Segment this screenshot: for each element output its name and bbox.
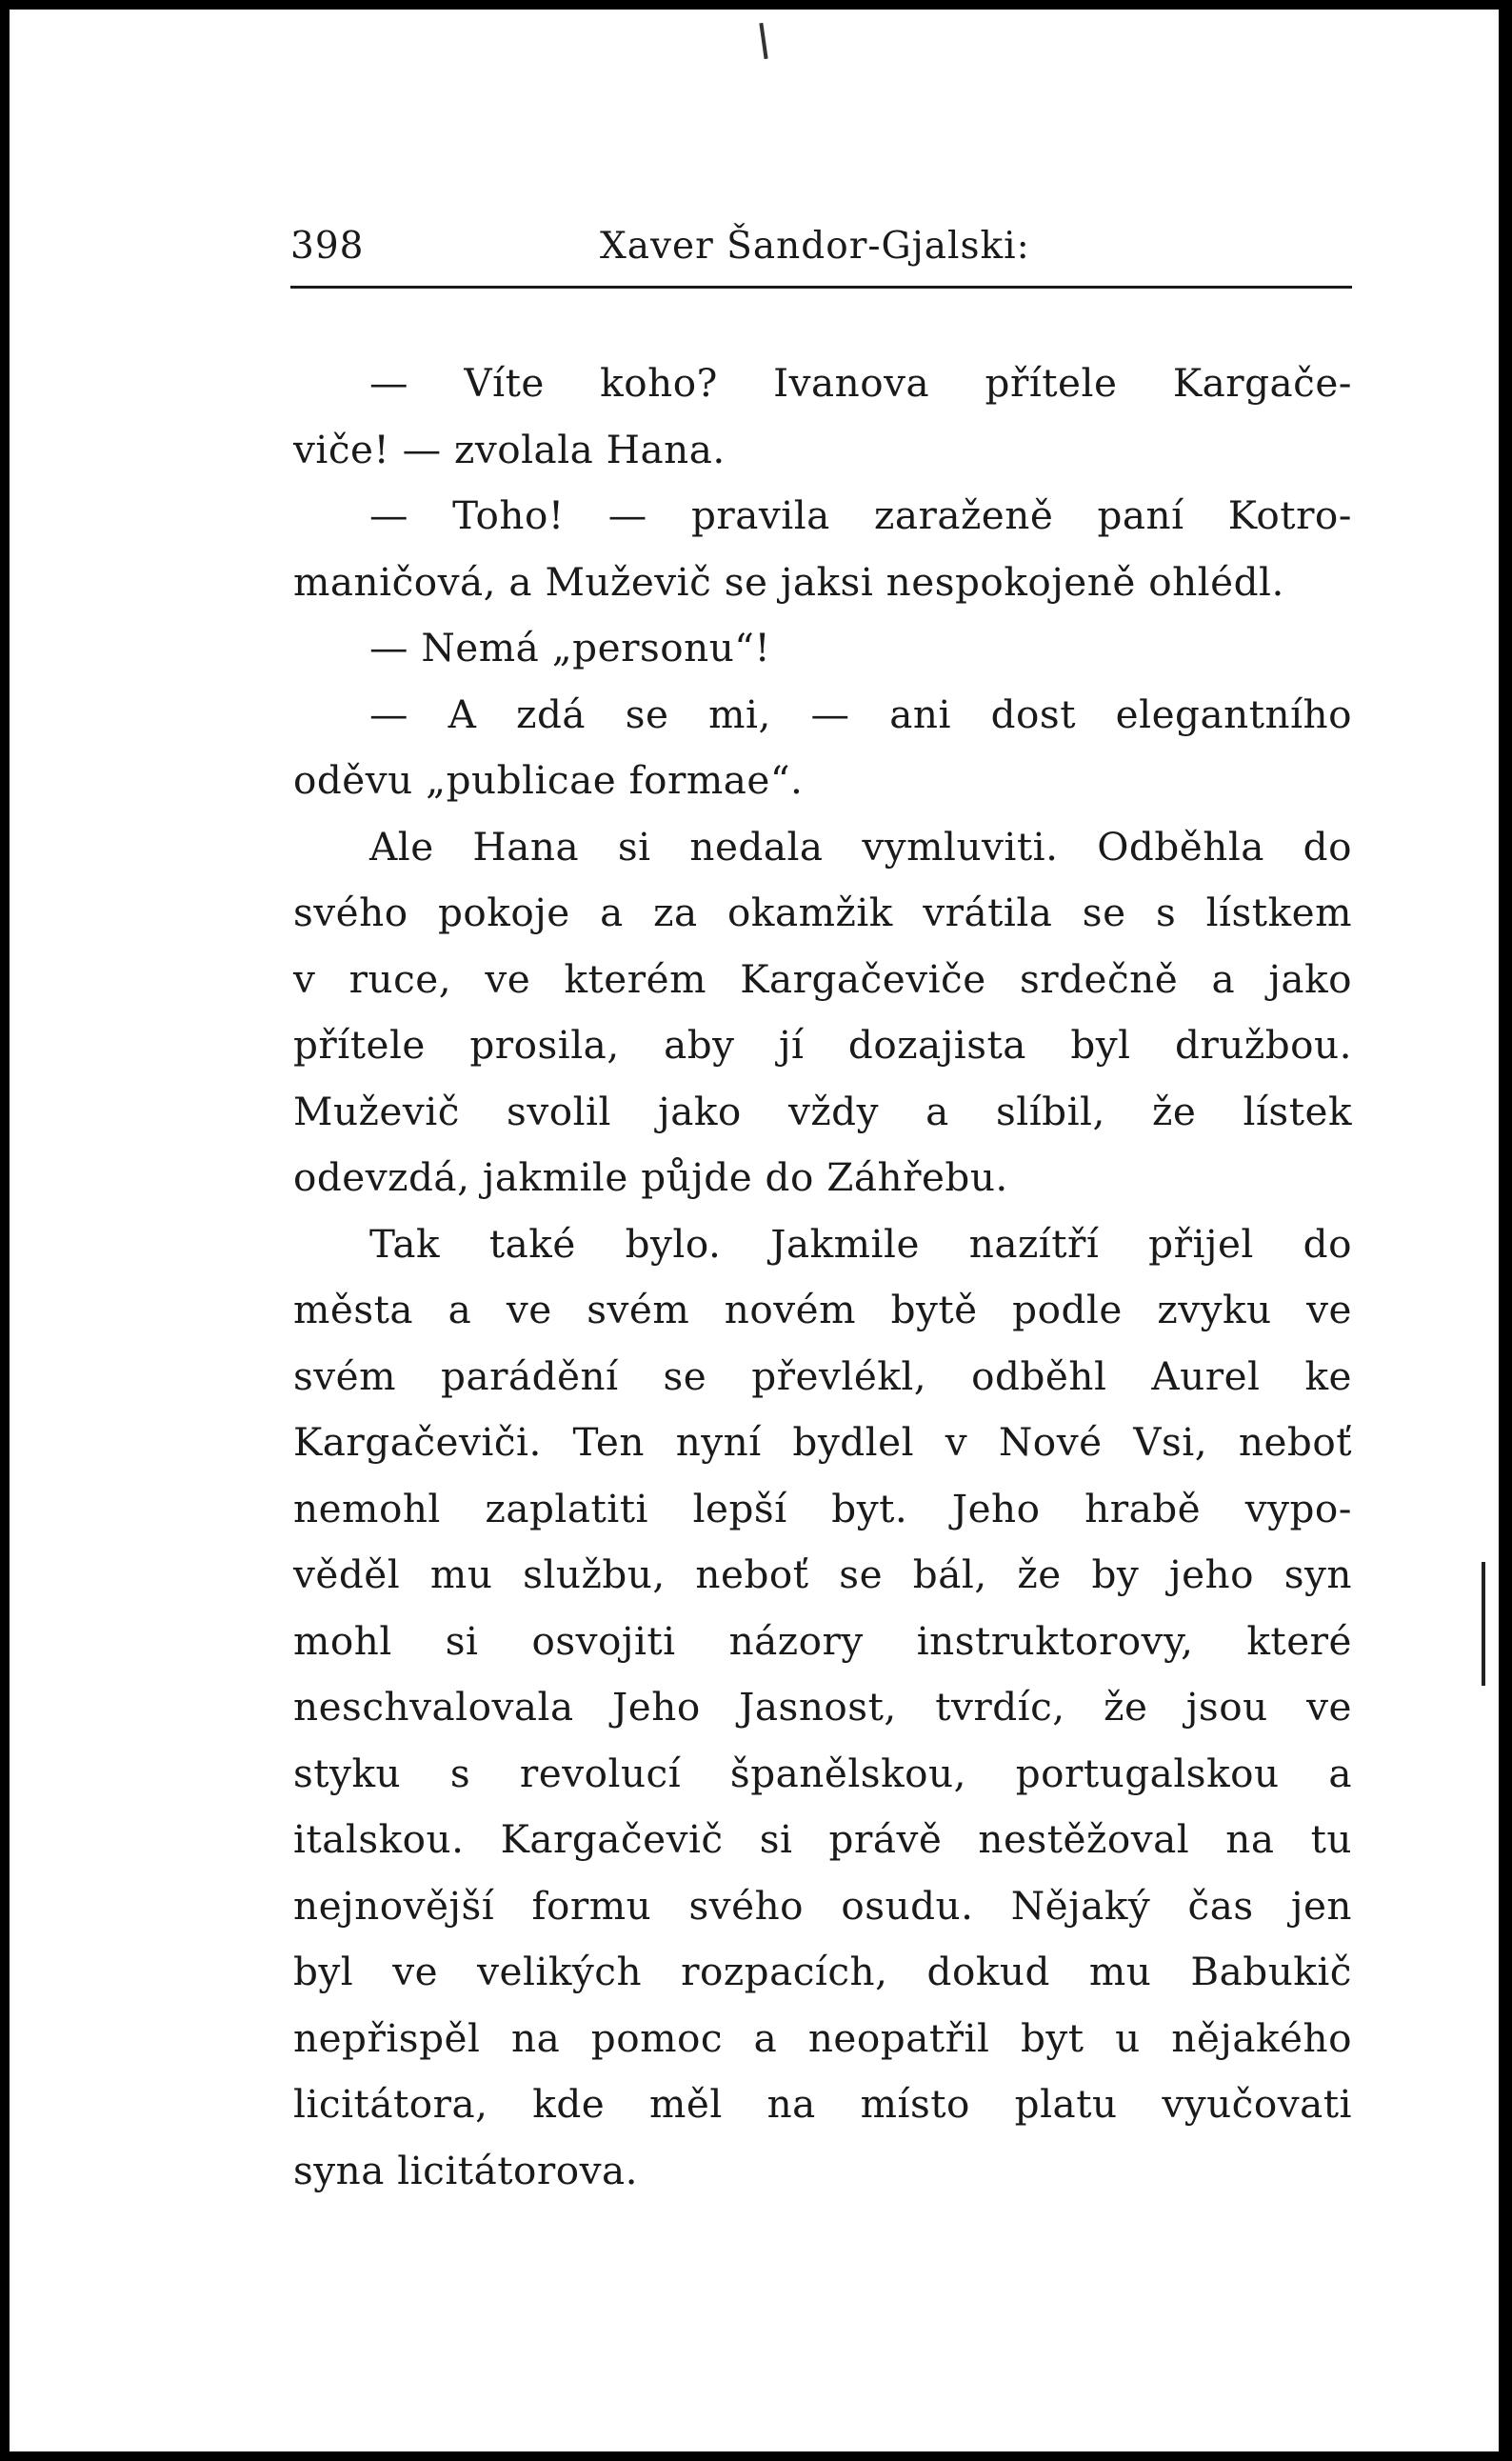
text-line: oděvu „publicae formae“. [293,757,804,803]
text-line: Tak také bylo. Jakmile nazítří přijel do [369,1220,1352,1267]
text-line: viče! — zvolala Hana. [293,426,726,472]
text-line: v ruce, ve kterém Kargačeviče srdečně a jako [293,955,1352,1002]
text-line: maničová, a Muževič se jaksi nespokojeně ohlédl. [293,558,1284,605]
text-line: odevzdá, jakmile půjde do Záhřebu. [293,1154,1008,1200]
text-line: styku s revolucí španělskou, portugalskou a [293,1750,1352,1796]
text-line: města a ve svém novém bytě podle zvyku ve [293,1287,1352,1332]
page-number: 398 [290,225,365,268]
running-head: Xaver Šandor-Gjalski: [600,225,1030,268]
text-line: — Toho! — pravila zaraženě paní Kotro- [369,492,1352,538]
text-line: věděl mu službu, neboť se bál, že by jeho syn [293,1551,1352,1597]
text-line: nepřispěl na pomoc a neopatřil byt u nějakého [293,2014,1352,2061]
text-line: Kargačeviči. Ten nyní bydlel v Nové Vsi, neboť [293,1419,1352,1465]
body-text [293,350,1352,2204]
text-line: — Víte koho? Ivanova přítele Kargače- [369,360,1352,406]
text-line: licitátora, kde měl na místo platu vyučovati [293,2081,1352,2127]
text-line: Muževič svolil jako vždy a slíbil, že lístek [293,1088,1352,1134]
text-line: neschvalovala Jeho Jasnost, tvrdíc, že jsou ve [293,1684,1352,1730]
text-line: Ale Hana si nedala vymluviti. Odběhla do [369,823,1352,870]
text-line: mohl si osvojiti názory instruktorovy, které [293,1617,1352,1664]
page-header [290,219,1352,289]
text-line: byl ve velikých rozpacích, dokud mu Babukič [293,1949,1352,1994]
text-line: italskou. Kargačevič si právě nestěžoval na tu [293,1816,1352,1862]
text-line: nemohl zaplatiti lepší byt. Jeho hrabě vypo- [293,1485,1352,1531]
text-line: syna licitátorova. [293,2147,639,2193]
text-line: — A zdá se mi, — ani dost elegantního [369,690,1352,737]
text-line: nejnovější formu svého osudu. Nějaký čas jen [293,1882,1352,1929]
text-line: svém parádění se převlékl, odběhl Aurel ke [293,1352,1352,1399]
text-line: přítele prosila, aby jí dozajista byl družbou. [293,1022,1352,1068]
binding-edge [1499,0,1512,2461]
text-line: svého pokoje a za okamžik vrátila se s lístkem [293,890,1352,935]
text-line: — Nemá „personu“! [369,625,771,670]
